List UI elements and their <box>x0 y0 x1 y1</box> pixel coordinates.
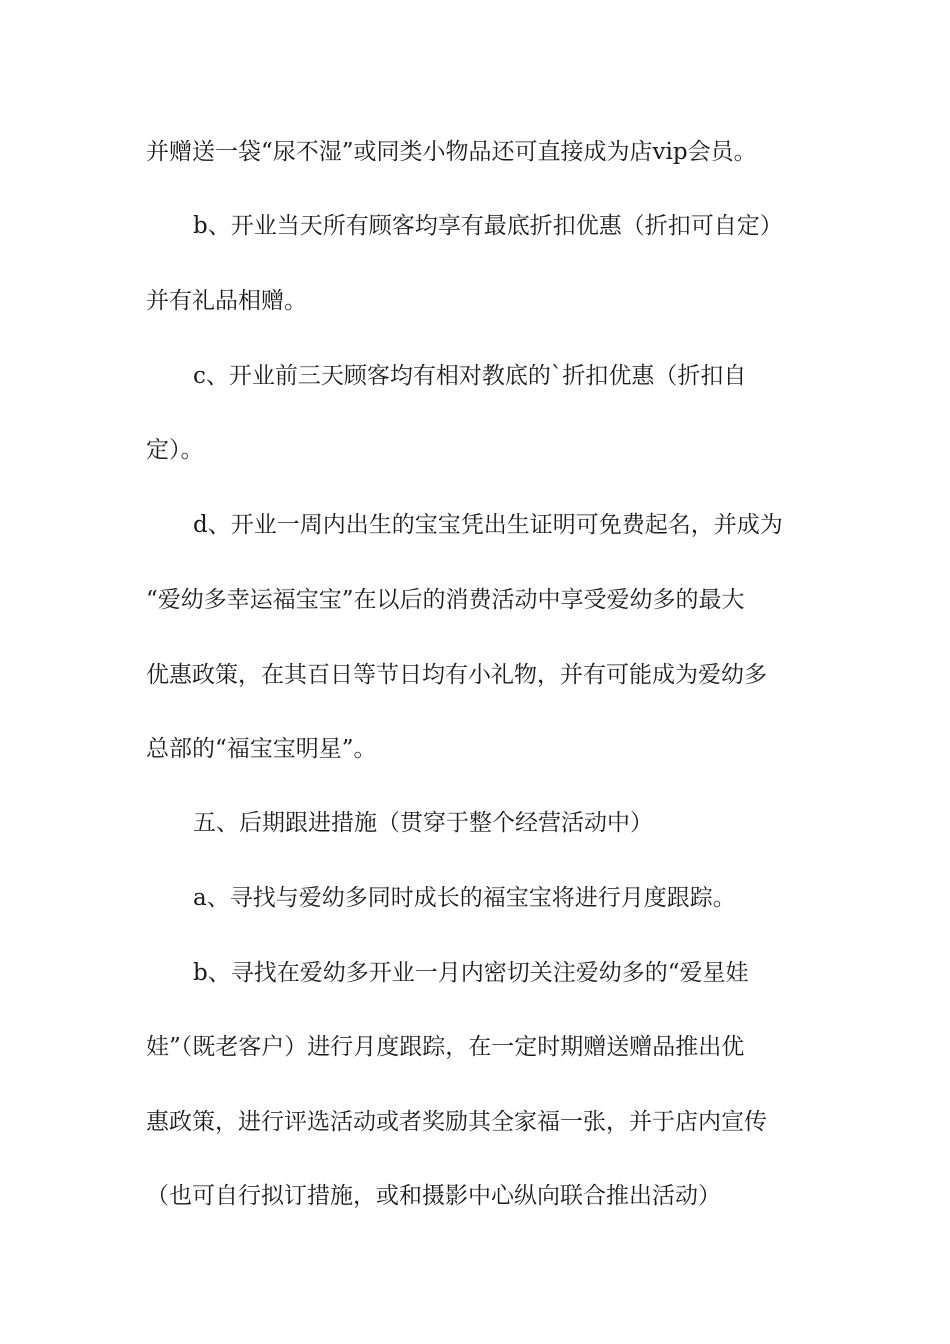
paragraph-line-9: 总部的“福宝宝明星”。 <box>146 736 377 762</box>
paragraph-line-5: 定）。 <box>146 437 204 463</box>
paragraph-line-3: 并有礼品相赠。 <box>146 288 307 314</box>
paragraph-line-8: 优惠政策，在其百日等节日均有小礼物，并有可能成为爱幼多 <box>146 662 767 688</box>
paragraph-line-11: a、寻找与爱幼多同时成长的福宝宝将进行月度跟踪。 <box>193 885 736 911</box>
paragraph-line-4: c、开业前三天顾客均有相对教底的`折扣优惠（折扣自 <box>193 363 747 389</box>
paragraph-line-6: d、开业一周内出生的宝宝凭出生证明可免费起名，并成为 <box>193 512 783 538</box>
paragraph-line-7: “爱幼多幸运福宝宝”在以后的消费活动中享受爱幼多的最大 <box>146 587 745 613</box>
paragraph-line-14: 惠政策，进行评选活动或者奖励其全家福一张，并于店内宣传 <box>146 1109 767 1135</box>
paragraph-line-15: （也可自行拟订措施，或和摄影中心纵向联合推出活动） <box>146 1183 721 1209</box>
paragraph-line-13: 娃”（既老客户）进行月度跟踪，在一定时期赠送赠品推出优 <box>146 1034 745 1060</box>
paragraph-line-2: b、开业当天所有顾客均享有最底折扣优惠（折扣可自定） <box>193 213 783 239</box>
paragraph-line-1: 并赠送一袋“尿不湿”或同类小物品还可直接成为店vip会员。 <box>146 139 757 165</box>
paragraph-line-12: b、寻找在爱幼多开业一月内密切关注爱幼多的“爱星娃 <box>193 960 749 986</box>
section-heading: 五、后期跟进措施（贯穿于整个经营活动中） <box>193 810 653 836</box>
